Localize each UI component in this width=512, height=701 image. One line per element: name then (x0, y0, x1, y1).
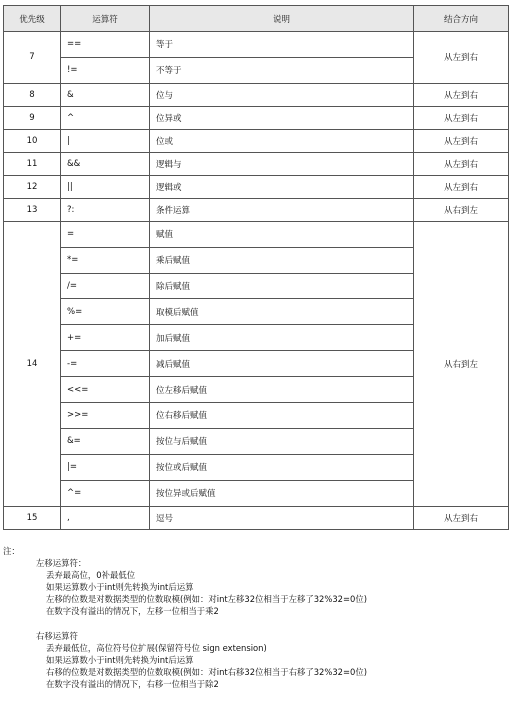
description-cell: 位左移后赋值 (150, 377, 414, 403)
description-cell: 减后赋值 (150, 351, 414, 377)
associativity-cell: 从左到右 (414, 152, 509, 175)
operator-cell: &= (61, 428, 150, 454)
table-row (4, 83, 509, 106)
table-body (4, 32, 509, 530)
description-cell: 位与 (150, 83, 414, 106)
right-shift-line: 右移的位数是对数据类型的位数取模(例如：对int右移32位相当于右移了32%32=0位) (46, 667, 367, 677)
associativity-cell: 从左到右 (414, 32, 509, 84)
operator-cell: ^ (61, 106, 150, 129)
table-row (4, 106, 509, 129)
operator-cell: >>= (61, 403, 150, 429)
priority-cell: 14 (4, 221, 61, 506)
description-cell: 乘后赋值 (150, 247, 414, 273)
description-cell: 取模后赋值 (150, 299, 414, 325)
table-row (4, 506, 509, 529)
priority-cell: 15 (4, 506, 61, 529)
priority-cell: 7 (4, 32, 61, 84)
table-header-row (4, 6, 509, 32)
description-cell: 位右移后赋值 (150, 403, 414, 429)
priority-cell: 10 (4, 129, 61, 152)
operator-cell: ?: (61, 198, 150, 221)
left-shift-line: 如果运算数小于int则先转换为int后运算 (46, 582, 194, 592)
table-row (4, 129, 509, 152)
associativity-cell: 从左到右 (414, 83, 509, 106)
description-cell: 位或 (150, 129, 414, 152)
associativity-cell: 从左到右 (414, 106, 509, 129)
right-shift-line: 丢弃最低位，高位符号位扩展(保留符号位 sign extension) (46, 643, 267, 653)
operator-cell: %= (61, 299, 150, 325)
notes-label: 注： (3, 546, 20, 556)
description-cell: 位异或 (150, 106, 414, 129)
operator-cell: || (61, 175, 150, 198)
description-cell: 按位或后赋值 (150, 454, 414, 480)
operator-cell: = (61, 221, 150, 247)
description-cell: 不等于 (150, 57, 414, 83)
operator-cell: *= (61, 247, 150, 273)
header-description: 说明 (150, 6, 414, 32)
header-priority: 优先级 (4, 6, 61, 32)
operator-cell: && (61, 152, 150, 175)
operator-cell: | (61, 129, 150, 152)
priority-cell: 11 (4, 152, 61, 175)
operator-cell: -= (61, 351, 150, 377)
table-row (4, 198, 509, 221)
right-shift-line: 在数字没有溢出的情况下，右移一位相当于除2 (46, 679, 219, 689)
table-row (4, 175, 509, 198)
description-cell: 加后赋值 (150, 325, 414, 351)
operator-cell: <<= (61, 377, 150, 403)
table-row (4, 32, 509, 58)
description-cell: 等于 (150, 32, 414, 58)
description-cell: 赋值 (150, 221, 414, 247)
operator-cell: ^= (61, 480, 150, 506)
priority-cell: 8 (4, 83, 61, 106)
description-cell: 逻辑与 (150, 152, 414, 175)
left-shift-line: 丢弃最高位，0补最低位 (46, 570, 136, 580)
description-cell: 按位与后赋值 (150, 428, 414, 454)
description-cell: 逗号 (150, 506, 414, 529)
priority-cell: 12 (4, 175, 61, 198)
operator-cell: != (61, 57, 150, 83)
header-associativity: 结合方向 (414, 6, 509, 32)
operator-precedence-table (3, 5, 509, 530)
associativity-cell: 从左到右 (414, 129, 509, 152)
associativity-cell: 从右到左 (414, 221, 509, 506)
table-row (4, 152, 509, 175)
priority-cell: 9 (4, 106, 61, 129)
operator-cell: += (61, 325, 150, 351)
header-operator: 运算符 (61, 6, 150, 32)
priority-cell: 13 (4, 198, 61, 221)
left-shift-title: 左移运算符： (36, 558, 87, 568)
associativity-cell: 从右到左 (414, 198, 509, 221)
right-shift-title: 右移运算符 (36, 631, 78, 641)
associativity-cell: 从左到右 (414, 506, 509, 529)
description-cell: 条件运算 (150, 198, 414, 221)
description-cell: 逻辑或 (150, 175, 414, 198)
associativity-cell: 从左到右 (414, 175, 509, 198)
operator-cell: == (61, 32, 150, 58)
left-shift-line: 在数字没有溢出的情况下，左移一位相当于乘2 (46, 606, 219, 616)
right-shift-line: 如果运算数小于int则先转换为int后运算 (46, 655, 194, 665)
description-cell: 按位异或后赋值 (150, 480, 414, 506)
operator-cell: /= (61, 273, 150, 299)
operator-cell: , (61, 506, 150, 529)
operator-cell: |= (61, 454, 150, 480)
operator-cell: & (61, 83, 150, 106)
description-cell: 除后赋值 (150, 273, 414, 299)
table-row (4, 221, 509, 247)
left-shift-line: 左移的位数是对数据类型的位数取模(例如：对int左移32位相当于左移了32%32=0位) (46, 594, 367, 604)
